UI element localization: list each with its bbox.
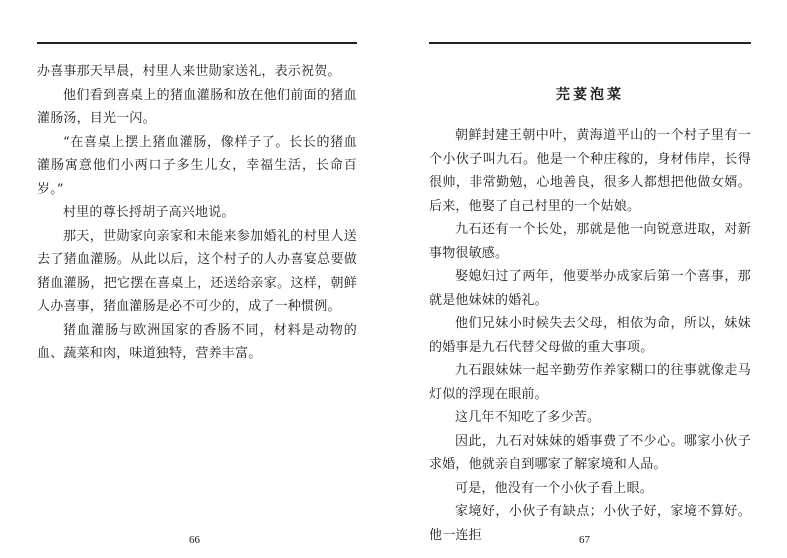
left-page: [37, 0, 357, 558]
chapter-title: 芫荽泡菜: [556, 87, 624, 103]
page-number-left: 66: [189, 534, 200, 546]
paragraph: 猪血灌肠与欧洲国家的香肠不同，材料是动物的血、蔬菜和肉，味道独特，营养丰富。: [37, 322, 357, 361]
paragraph: 九石还有一个长处，那就是他一向锐意进取，对新事物很敏感。: [429, 222, 751, 261]
left-page-body: [37, 60, 357, 366]
paragraph: 九石跟妹妹一起辛勤劳作养家糊口的往事就像走马灯似的浮现在眼前。: [429, 363, 751, 402]
paragraph: 村里的尊长捋胡子高兴地说。: [63, 205, 235, 220]
paragraph: 可是，他没有一个小伙子看上眼。: [455, 480, 654, 496]
paragraph: 因此，九石对妹妹的婚事费了不少心。哪家小伙子求婚，他就亲自到哪家了解家境和人品。: [429, 433, 751, 472]
paragraph: 娶媳妇过了两年，他要举办成家后第一个喜事，那就是他妹妹的婚礼。: [429, 269, 751, 308]
paragraph: 他们兄妹小时候失去父母，相依为命，所以，妹妹的婚事是九石代替父母做的重大事项。: [429, 316, 751, 355]
page-number-right: 67: [579, 534, 590, 546]
header-rule-right: [429, 42, 751, 44]
paragraph: 家境好，小伙子有缺点；小伙子好，家境不算好。他一连拒: [429, 504, 751, 543]
paragraph: 那天，世勋家向亲家和未能来参加婚礼的村里人送去了猪血灌肠。从此以后，这个村子的人办喜宴总要做猪血灌肠，把它摆在喜桌上，还送给亲家。这样，朝鲜人办喜事，猪血灌肠是必不可少的，成了一种惯例。: [37, 228, 357, 314]
paragraph: 这几年不知吃了多少苦。: [455, 410, 601, 425]
paragraph: 他们看到喜桌上的猪血灌肠和放在他们前面的猪血灌肠汤，目光一闪。: [37, 87, 357, 126]
paragraph: 办喜事那天早晨，村里人来世勋家送礼，表示祝贺。: [37, 64, 341, 79]
right-page: [429, 0, 751, 558]
paragraph: “在喜桌上摆上猪血灌肠，像样子了。长长的猪血灌肠寓意他们小两口子多生儿女，幸福生活，长命百岁。”: [37, 134, 357, 197]
paragraph: 朝鲜封建王朝中叶，黄海道平山的一个村子里有一个小伙子叫九石。他是一个种庄稼的，身材伟岸，长得很帅，非常勤勉，心地善良，很多人都想把他做女婿。后来，他娶了自己村里的一个姑娘。: [429, 128, 751, 214]
right-page-body: [429, 124, 751, 547]
header-rule-left: [37, 42, 357, 44]
